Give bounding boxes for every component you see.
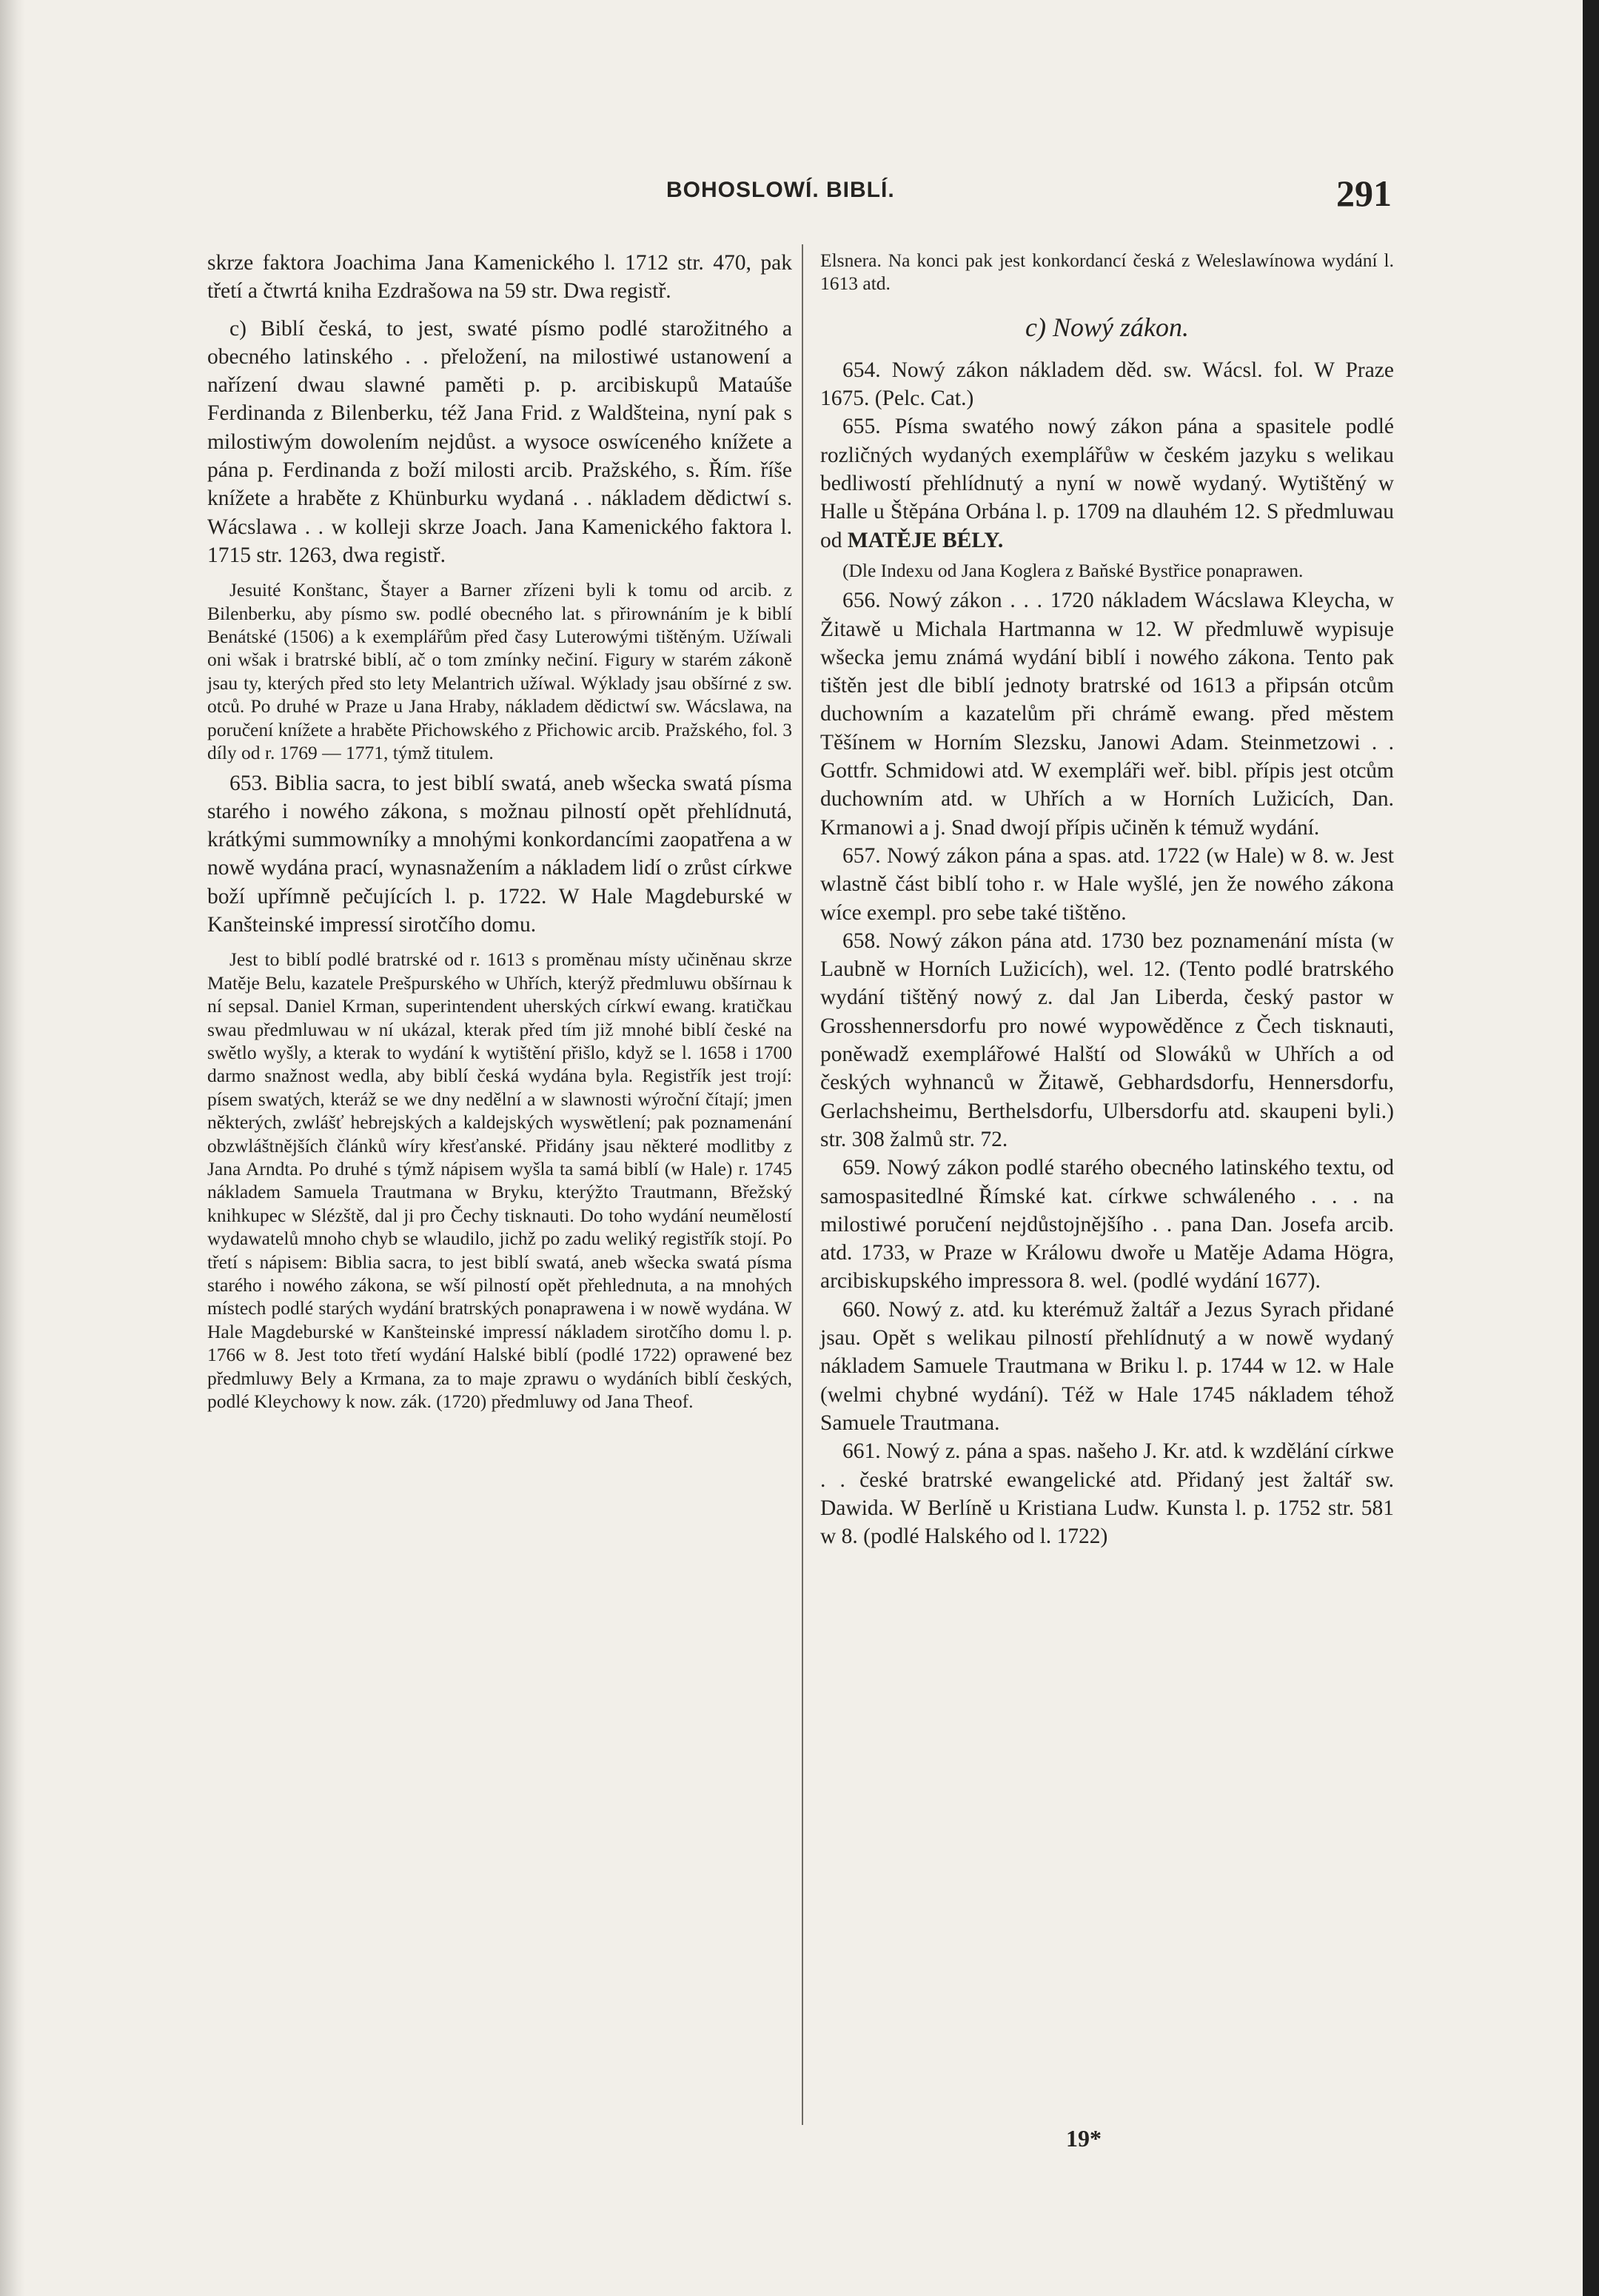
paragraph-note-jesuits: Jesuité Konštanc, Štayer a Barner zřízeni byli k tomu od arcib. z Bilenberku, aby písmo sw. podlé obecného lat. s přirownáním je k biblí Benátské (1506) a k exemplářům před časy Luterowými tištěným. Užíwali oni wšak i bratrské biblí, ač o tom zmínky nečiní. Figury w starém zákoně jsau ty, kterých před sto lety Melantrich užíwal. Wýklady jsau obšírné z sw. otců. Po druhé w Praze u Jana Hraby, nákladem dědictwí sw. Wácslawa, na poručení knížete a hraběte Přichowského z Přichowic arcib. Pražského, fol. 3 díly od r. 1769 — 1771, týmž titulem. <box>207 579 792 764</box>
page-number: 291 <box>1336 173 1392 214</box>
entry-653 <box>207 769 792 940</box>
entry-655-author: MATĚJE BÉLY. <box>847 528 1004 552</box>
entry-657: 657. Nowý zákon pána a spas. atd. 1722 (w Hale) w 8. w. Jest wlastně část biblí toho r. w Hale wyšlé, jen že nowého zákona wíce exempl. pro sebe také tištěno. <box>820 843 1394 925</box>
paragraph-continuation: skrze faktora Joachima Jana Kamenického l. 1712 str. 470, pak třetí a čtwrtá kniha Ezdrašowa na 59 str. Dwa registř. <box>207 251 792 304</box>
entry-660: 660. Nowý z. atd. ku kterémuž žaltář a Jezus Syrach přidané jsau. Opět s welikau pilností přehlídnutý a w nowě wydaný nákladem Samuele Trautmana w Briku l. p. 1744 w 12. w Hale (welmi chybné wydání). Též w Hale 1745 nákladem téhož Samuele Trautmana. <box>820 1297 1394 1435</box>
entry-655-text: 655. Písma swatého nowý zákon pána a spasitele podlé rozličných wydaných exemplářůw w českém jazyku s welikau bedliwostí přehlídnutý a nyní w nowě wydaný. Wytištěný w Halle u Štěpána Orbána l. p. 1709 na dlauhém 12. S předmluwau od <box>820 415 1394 552</box>
running-head: BOHOSLOWÍ. BIBLÍ. <box>666 178 895 202</box>
entry-text: Biblia sacra, to jest biblí swatá, aneb wšecka swatá písma starého i nowého zákona, s možnau pilností opět přehlídnutá, krátkými summowníky a mnohými konkordancími zaopatřena a w nowě wydána prací, wynasnažením a nákladem lidí o zrůst církwe boží upřímně pečujících l. p. 1722. W Hale Magdeburské w Kanšteinské impressí sirotčího domu. <box>207 771 792 937</box>
section-heading: c) Nowý zákon. <box>1025 312 1189 342</box>
paragraph-continuation-right: Elsnera. Na konci pak jest konkordancí česká z Weleslawínowa wydání l. 1613 atd. <box>820 250 1394 295</box>
entry-654: 654. Nowý zákon nákladem děd. sw. Wácsl. fol. W Praze 1675. (Pelc. Cat.) <box>820 358 1394 411</box>
entry-661: 661. Nowý z. pána a spas. našeho J. Kr. atd. k wzdělání církwe . . české bratrské ewangelické atd. Přidaný jest žaltář sw. Dawida. W Berlíně u Kristiana Ludw. Kunsta l. p. 1752 str. 581 w 8. (podlé Halského od l. 1722) <box>820 1439 1394 1549</box>
entry-658: 658. Nowý zákon pána atd. 1730 bez poznamenání místa (w Laubně w Horních Lužicích), wel. 12. (Tento podlé bratrského wydání tištěný nowý z. dal Jan Liberda, český pastor w Grosshennersdorfu pro nowé wypowěděnce z Čech tisknauti, poněwadž exemplářowé Halští od Slowáků w Uhřích a od českých wyhnanců w Žitawě, Gebhardsdorfu, Hennersdorfu, Gerlachsheimu, Berthelsdorfu, Ulbersdorfu atd. skaupeni byli.) str. 308 žalmů str. 72. <box>820 928 1394 1151</box>
right-column <box>820 249 1394 1550</box>
entry-number: 653. <box>229 771 268 795</box>
entry-655 <box>820 412 1394 554</box>
column-divider <box>802 244 803 2125</box>
paragraph-entry-c: c) Biblí česká, to jest, swaté písmo podlé starožitného a obecného latinského . . přeložení, na milostiwé ustanowení a nařízení dwau slawné paměti p. p. arcibiskupů Mataúše Ferdinanda z Bilenberku, též Jana Frid. z Waldšteina, nyní pak s milostiwým dowolením nejdůst. a wysoce oswíceného knížete a pána p. Ferdinanda z boží milosti arcib. Pražského, s. Řím. říše knížete a hraběte z Khünburku wydaná . . nákladem dědictwí s. Wácslawa . . w kolleji skrze Joach. Jana Kamenického faktora l. 1715 str. 1263, dwa registř. <box>207 316 792 567</box>
page-header <box>207 172 1392 216</box>
signature-mark: 19* <box>1066 2125 1102 2152</box>
left-column <box>207 249 792 1413</box>
paragraph-note-653: Jest to biblí podlé bratrské od r. 1613 s proměnau místy učiněnau skrze Matěje Belu, kazatele Prešpurského w Uhřích, kterýž předmluwu obšírnau k ní sepsal. Daniel Krman, superintendent uherských církwí ewang. kratičkau swau předmluwau w ní ukázal, kterak před tím již mnohé biblí české na swětlo wyšly, a kterak to wydání k wytištění přišlo, když se l. 1658 i 1700 darmo snažnost wedla, aby biblí česká wydána byla. Registřík jest trojí: písem swatých, kteráž se we dny nedělní a w slawnosti wýroční čítají; jmen některých, zwlášť hebrejských a kaldejských wyswětlení; pak poznamenání obzwláštnějších článků wíry křesťanské. Přidány jsau některé modlitby z Jana Arndta. Po druhé s týmž nápisem wyšla ta samá biblí (w Hale) r. 1745 nákladem Samuela Trautmana w Bryku, kterýžto Trautmann, Břežský knihkupec w Slézště, dal ji pro Čechy tisknauti. Do toho wydání neumělostí wydawatelů mnoho chyb se wlaudilo, jichž po zadu weliký registřík stojí. Po třetí s nápisem: Biblia sacra, to jest biblí swatá, aneb wšecka swatá písma starého i nowého zákona, se wší pilností opět přehlednuta, a na mnohých místech podlé starých wydání bratrských ponaprawena i w nowě wydána. W Hale Magdeburské w Kanšteinské impressí nákladem sirotčího domu l. p. 1766 w 8. Jest toto třetí wydání Halské biblí (podlé 1722) oprawené bez předmluwy Bely a Krmana, za to maje zprawu o wydáních biblí českých, podlé Kleychowy k now. zák. (1720) předmluwy od Jana Theof. <box>207 948 792 1413</box>
entry-655-note: (Dle Indexu od Jana Koglera z Baňské Bystřice ponaprawen. <box>842 559 1304 581</box>
entry-656: 656. Nowý zákon . . . 1720 nákladem Wácslawa Kleycha, w Žitawě u Michala Hartmanna w 12. W předmluwě wypisuje wšecka jemu známá wydání biblí i nowého zákona. Tento pak tištěn jest dle biblí jednoty bratrské od 1613 a připsán otcům duchowním a kazatelům při chrámě ewang. před městem Těšínem w Horním Slezsku, Janowi Adam. Steinmetzowi . . Gottfr. Schmidowi atd. W exempláři weř. bibl. přípis jest otcům duchowním atd. w Uhřích a w Horních Lužicích, Dan. Krmanowi a j. Snad dwojí přípis učiněn k témuž wydání. <box>820 589 1394 840</box>
entry-659: 659. Nowý zákon podlé starého obecného latinského textu, od samospasitedlné Římské kat. církwe schwáleného . . . na milostiwé poručení nejdůstojnějšího . . pana Dan. Josefa arcib. atd. 1733, w Praze w Králowu dwoře u Matěje Adama Högra, arcibiskupského impressora 8. wel. (podlé wydání 1677). <box>820 1156 1394 1293</box>
page-gutter-shadow <box>0 0 25 2296</box>
